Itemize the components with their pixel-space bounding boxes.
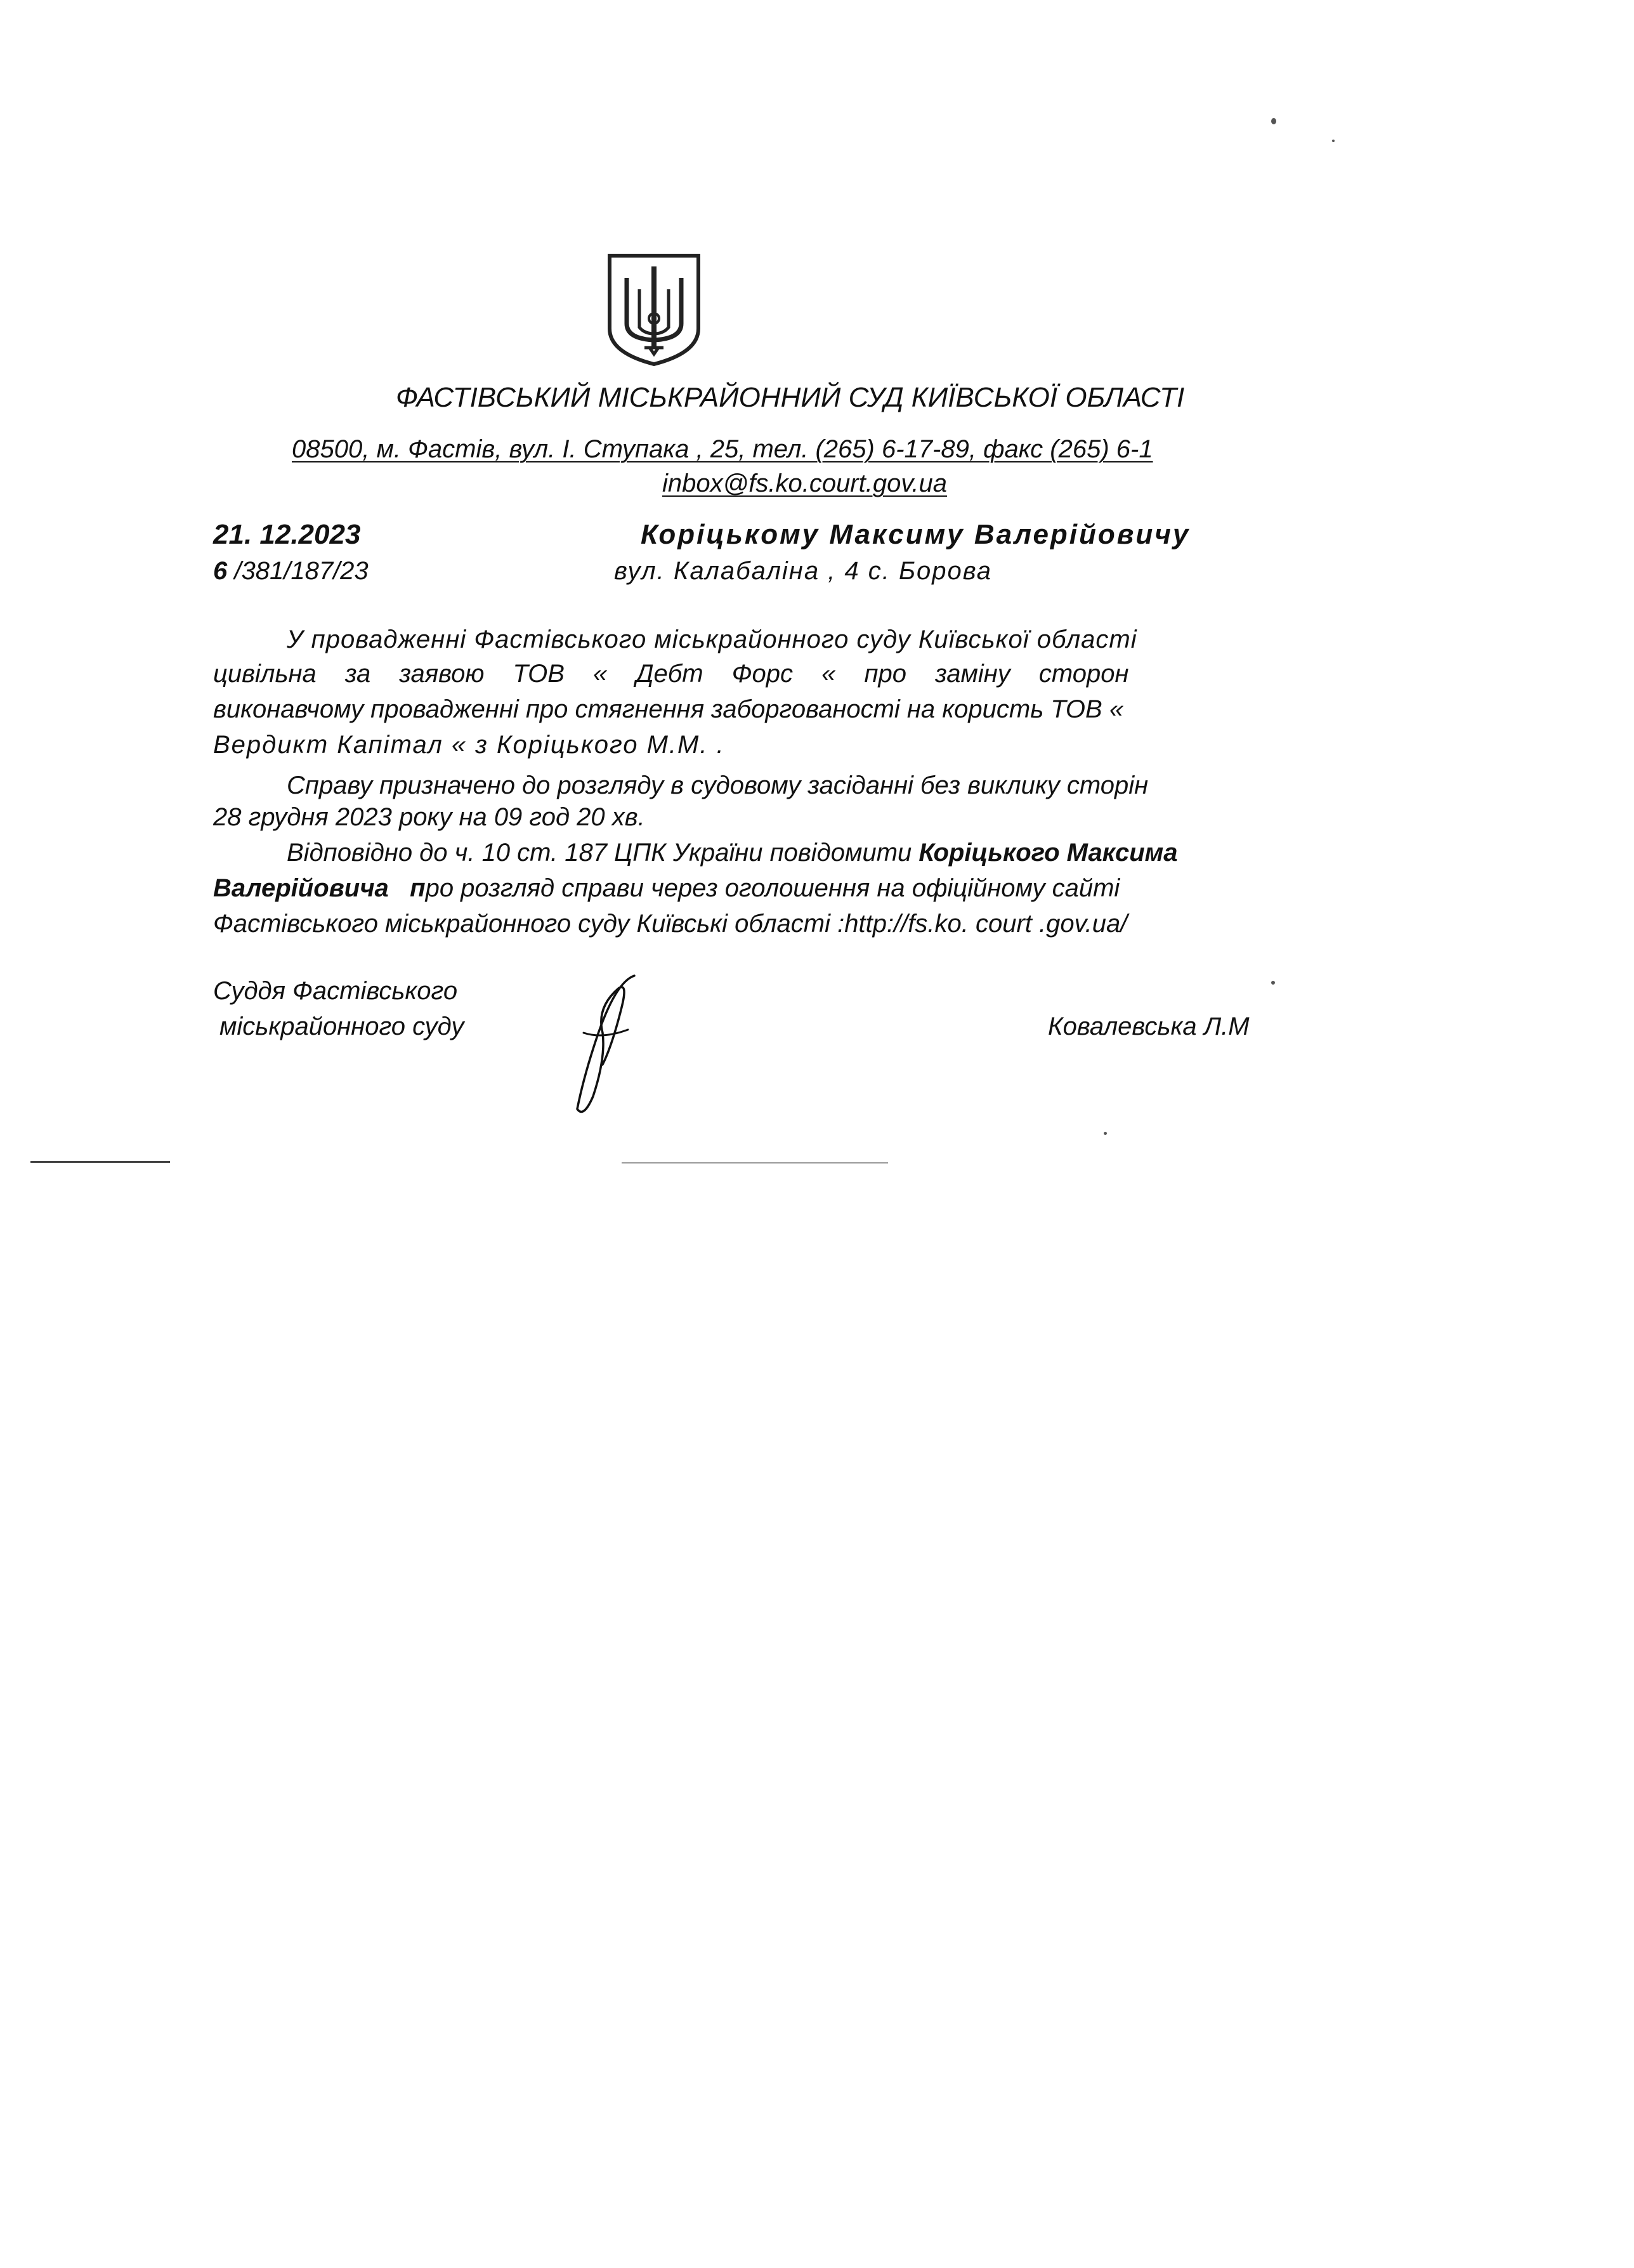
body-line-9: Фастівського міськрайонного суду Київські області :http://fs.ko. court .gov.ua/: [213, 910, 1128, 938]
reference-number-prefix: 6: [213, 557, 228, 585]
recipient-address: вул. Калабаліна , 4 с. Борова: [614, 557, 993, 585]
body-line-8-name: Валерійовича: [213, 874, 389, 902]
scan-speck: [1271, 118, 1276, 124]
body-line-3: виконавчому провадженні про стягнення заборгованості на користь ТОВ «: [213, 695, 1124, 723]
scan-speck: [1104, 1132, 1107, 1135]
body-line-8-text: ро розгляд справи через оголошення на офіційному сайті: [425, 874, 1120, 902]
letter-date: 21. 12.2023: [213, 519, 361, 550]
reference-number-rest: /381/187/23: [227, 557, 369, 585]
body-line-8-p: п: [410, 874, 426, 902]
judge-title-line-2: міськрайонного суду: [219, 1013, 464, 1040]
body-line-7-text: Відповідно до ч. 10 ст. 187 ЦПК України повідомити: [287, 839, 912, 867]
body-line-5: Справу призначено до розгляду в судовому засіданні без виклику сторін: [287, 771, 1149, 799]
scan-line-center: [622, 1162, 888, 1163]
coat-of-arms-icon: [606, 252, 702, 367]
scan-speck: [1271, 981, 1275, 985]
scan-speck: [1332, 140, 1335, 142]
judge-name: Ковалевська Л.М: [1048, 1013, 1250, 1040]
court-address: 08500, м. Фастів, вул. І. Ступака , 25, тел. (265) 6-17-89, факс (265) 6-1: [292, 435, 1153, 463]
recipient-name: Коріцькому Максиму Валерійовичу: [641, 519, 1191, 550]
judge-title-line-1: Суддя Фастівського: [213, 977, 458, 1005]
body-line-7: [287, 839, 1177, 867]
body-line-1: У провадженні Фастівського міськрайонного суду Київської області: [287, 626, 1137, 653]
body-line-7-name: Коріцького Максима: [918, 839, 1178, 867]
reference-number: [213, 557, 369, 586]
body-line-8: [213, 874, 1120, 903]
court-name: ФАСТІВСЬКИЙ МІСЬКРАЙОННИЙ СУД КИЇВСЬКОЇ ОБЛАСТІ: [396, 382, 1185, 413]
body-line-2: цивільна за заявою ТОВ « Дебт Форс « про заміну сторон: [213, 660, 1129, 688]
court-email: inbox@fs.ko.court.gov.ua: [662, 469, 947, 497]
handwritten-signature: [558, 969, 647, 1122]
scan-line-left: [30, 1161, 170, 1163]
body-line-4: Вердикт Капітал « з Коріцького М.М. .: [213, 731, 725, 759]
body-line-6: 28 грудня 2023 року на 09 год 20 хв.: [213, 803, 645, 831]
